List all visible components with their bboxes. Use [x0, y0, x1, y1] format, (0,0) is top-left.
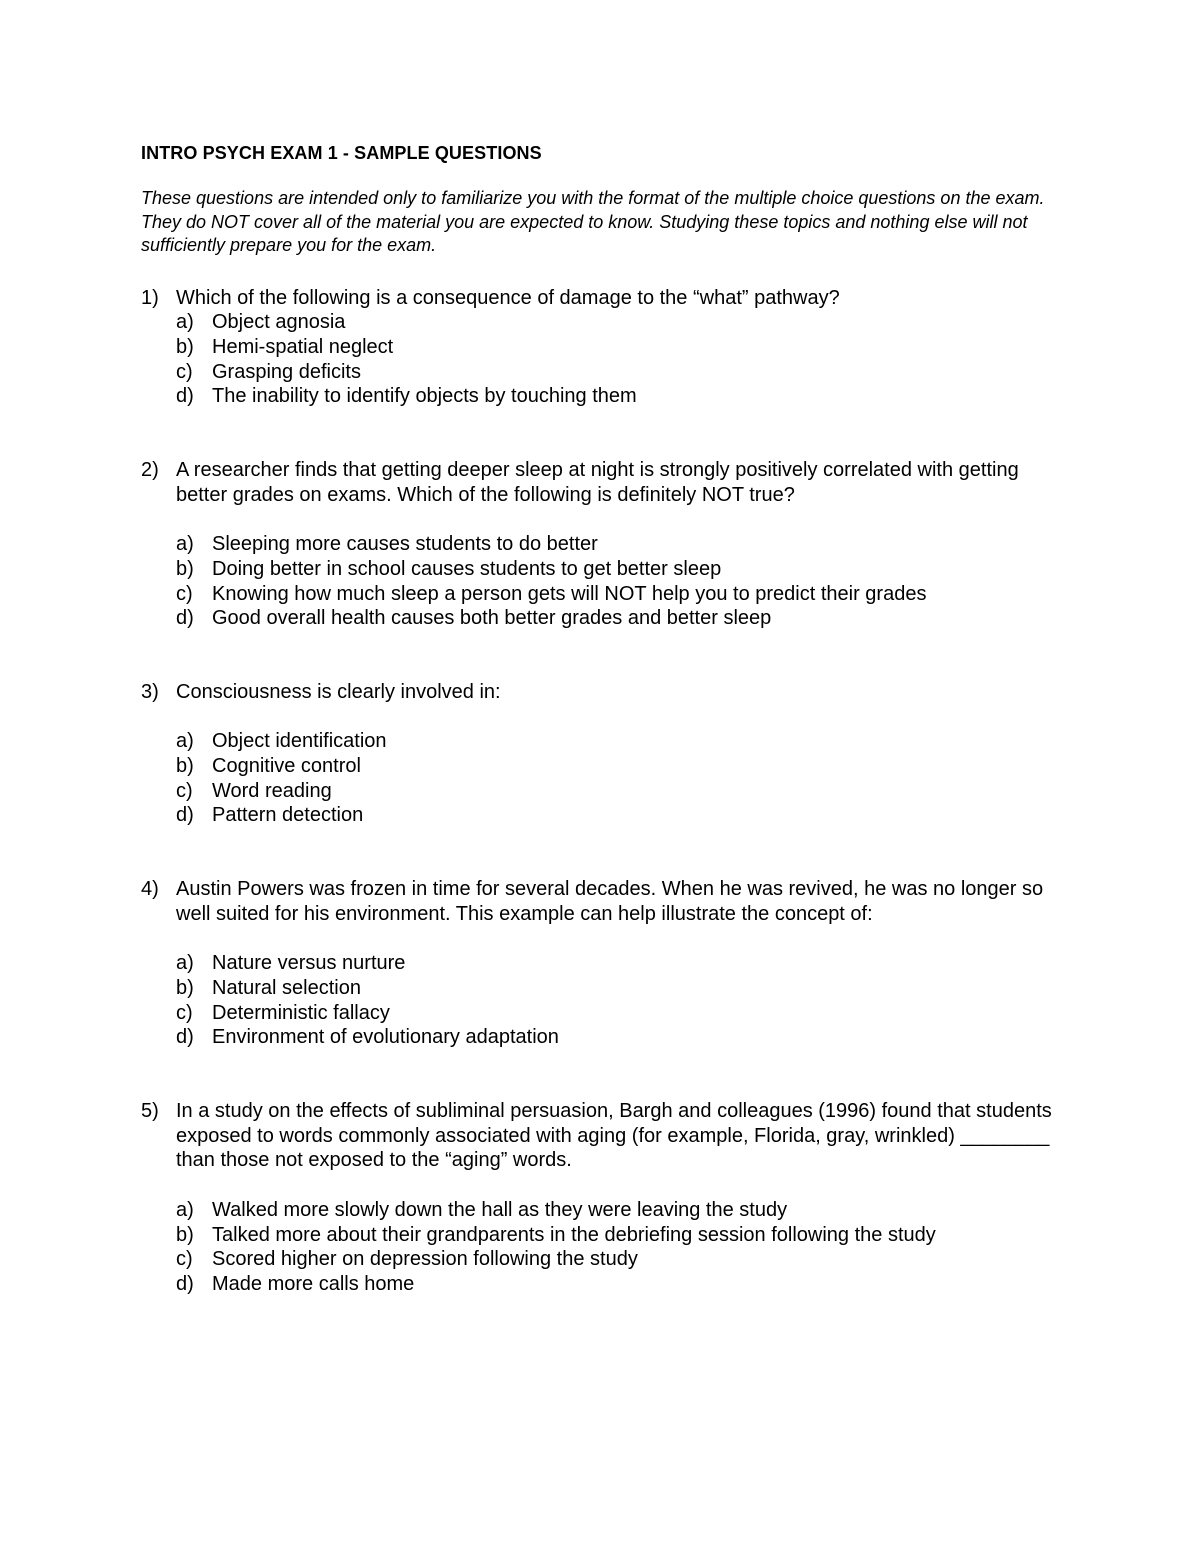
question-text: Austin Powers was frozen in time for several decades. When he was revived, he was no longer so well suited for his environment. This example can help illustrate the concept of: — [176, 878, 1044, 925]
option-c — [176, 779, 1061, 804]
option-c — [176, 582, 1061, 607]
document-content — [141, 142, 1061, 1297]
option-d — [176, 1025, 1061, 1050]
question-text: A researcher finds that getting deeper sleep at night is strongly positively correlated with getting better grades on exams. Which of the following is definitely NOT true? — [176, 459, 1019, 506]
option-b — [176, 754, 1061, 779]
question-number: 2) — [141, 459, 159, 482]
option-a — [176, 532, 1061, 557]
option-a — [176, 729, 1061, 754]
option-list — [176, 310, 1061, 409]
option-c — [176, 1247, 1061, 1272]
option-list — [176, 951, 1061, 1050]
option-text: Hemi-spatial neglect — [212, 335, 394, 358]
option-list — [176, 532, 1061, 631]
option-b — [176, 1223, 1061, 1248]
option-letter: a) — [176, 730, 194, 753]
option-text: Knowing how much sleep a person gets will NOT help you to predict their grades — [212, 582, 927, 605]
option-a — [176, 310, 1061, 335]
question-text: Which of the following is a consequence of damage to the “what” pathway? — [176, 286, 840, 309]
option-d — [176, 1272, 1061, 1297]
option-b — [176, 335, 1061, 360]
question-text: Consciousness is clearly involved in: — [176, 680, 501, 703]
option-letter: c) — [176, 779, 193, 802]
option-letter: a) — [176, 1198, 194, 1221]
option-letter: a) — [176, 311, 194, 334]
option-text: Word reading — [212, 779, 332, 802]
question-4 — [141, 877, 1061, 1050]
option-text: Object identification — [212, 730, 387, 753]
option-letter: b) — [176, 1223, 194, 1246]
option-text: The inability to identify objects by touching them — [212, 385, 637, 408]
option-text: Scored higher on depression following the study — [212, 1248, 638, 1271]
option-text: Nature versus nurture — [212, 952, 406, 975]
option-list — [176, 1198, 1061, 1297]
option-text: Deterministic fallacy — [212, 1001, 390, 1024]
option-letter: a) — [176, 533, 194, 556]
option-c — [176, 360, 1061, 385]
option-letter: d) — [176, 1272, 194, 1295]
question-5 — [141, 1099, 1061, 1297]
option-letter: b) — [176, 557, 194, 580]
question-number: 5) — [141, 1100, 159, 1123]
option-letter: d) — [176, 607, 194, 630]
option-letter: c) — [176, 1001, 193, 1024]
option-b — [176, 976, 1061, 1001]
option-text: Talked more about their grandparents in the debriefing session following the study — [212, 1223, 936, 1246]
option-a — [176, 1198, 1061, 1223]
option-text: Cognitive control — [212, 755, 361, 778]
option-text: Environment of evolutionary adaptation — [212, 1026, 559, 1049]
option-text: Good overall health causes both better grades and better sleep — [212, 607, 772, 630]
intro-paragraph: These questions are intended only to familiarize you with the format of the multiple choice questions on the exam. They do NOT cover all of the material you are expected to know. Studying these topics and nothing else will not sufficiently prepare you for the exam. — [141, 188, 1045, 255]
option-text: Grasping deficits — [212, 360, 361, 383]
option-text: Made more calls home — [212, 1272, 415, 1295]
option-text: Pattern detection — [212, 804, 364, 827]
option-d — [176, 606, 1061, 631]
question-list — [141, 286, 1061, 1297]
question-3 — [141, 680, 1061, 828]
option-d — [176, 803, 1061, 828]
question-2 — [141, 458, 1061, 631]
page-title: INTRO PSYCH EXAM 1 - SAMPLE QUESTIONS — [141, 143, 542, 163]
question-1 — [141, 286, 1061, 410]
question-number: 4) — [141, 878, 159, 901]
option-c — [176, 1001, 1061, 1026]
option-text: Natural selection — [212, 976, 361, 999]
option-letter: d) — [176, 385, 194, 408]
option-text: Walked more slowly down the hall as they were leaving the study — [212, 1198, 788, 1221]
option-text: Doing better in school causes students to get better sleep — [212, 557, 722, 580]
option-letter: d) — [176, 804, 194, 827]
option-letter: a) — [176, 952, 194, 975]
question-number: 3) — [141, 680, 159, 703]
option-letter: b) — [176, 335, 194, 358]
option-d — [176, 384, 1061, 409]
option-letter: c) — [176, 360, 193, 383]
option-b — [176, 557, 1061, 582]
option-a — [176, 951, 1061, 976]
option-letter: b) — [176, 755, 194, 778]
option-letter: c) — [176, 1248, 193, 1271]
option-letter: c) — [176, 582, 193, 605]
option-letter: d) — [176, 1026, 194, 1049]
option-text: Object agnosia — [212, 311, 346, 334]
question-text: In a study on the effects of subliminal persuasion, Bargh and colleagues (1996) found that students exposed to words commonly associated with aging (for example, Florida, gray, wrinkled) ________ than those not exposed to the “aging” words. — [176, 1100, 1052, 1172]
option-list — [176, 729, 1061, 828]
option-text: Sleeping more causes students to do better — [212, 533, 598, 556]
option-letter: b) — [176, 976, 194, 999]
question-number: 1) — [141, 286, 159, 309]
